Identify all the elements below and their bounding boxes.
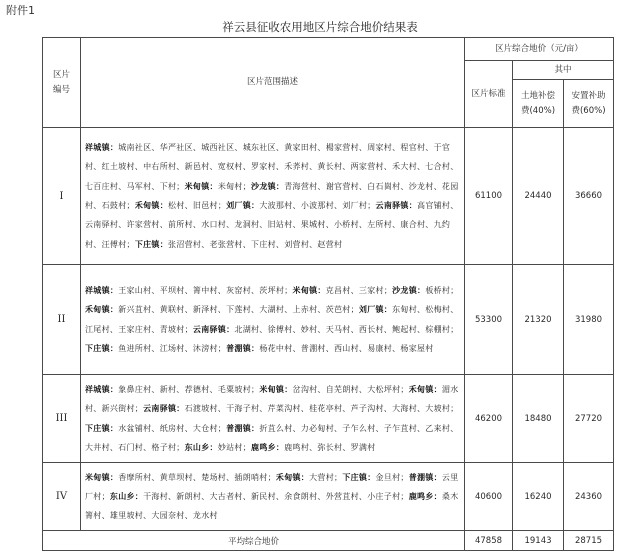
village-list: 岔沟村、自芜朗村、大松坪村； — [292, 384, 409, 394]
village-list: 石渡坡村、干海子村、芹菜沟村、桂花亭村、芦子沟村、大海村、大坡村； — [184, 404, 459, 414]
town-name: 下庄镇： — [134, 239, 169, 249]
document-title: 祥云县征收农用地区片综合地价结果表 — [222, 20, 418, 34]
village-list: 妙站村； — [217, 442, 252, 452]
village-list: 水盆铺村、纸房村、大仓村； — [118, 423, 227, 433]
village-list: 北湖村、徐傅村、妙村、天马村、西长村、鲍起村、棕棚村； — [234, 324, 459, 334]
zone-standard-price: 46200 — [465, 375, 513, 463]
village-list: 湄水村、新兴街村； — [85, 384, 459, 414]
village-list: 香摩所村、黄草坝村、楚场村、插朗哨村； — [118, 472, 276, 482]
resettlement-header-line2: 费(60%) — [571, 105, 606, 116]
village-list: 高官铺村、云南驿村、许家营村、前所村、水口村、龙洞村、旧站村、果城村、小桥村、左所村、康合村、九约村、汪傅村； — [85, 201, 459, 249]
village-list: 干海村、新朗村、大古者村、新民村、余食朗村、外营苴村、小庄子村； — [143, 491, 409, 501]
zone-land-compensation: 24440 — [513, 128, 564, 265]
standard-header: 区片标准 — [465, 61, 513, 128]
town-name: 刘厂镇： — [358, 305, 393, 315]
village-list: 城南社区、华严社区、城西社区、城东社区、黄家田村、楊家营村、周家村、程官村、于官村、红土坡村、中右所村、新邑村、宽权村、罗家村、禾荞村、黄长村、两家营村、禾大村、七合村、七百庄村、马军村、下村； — [85, 143, 459, 191]
town-name: 禾甸镇： — [134, 201, 169, 210]
zone-land-compensation: 18480 — [513, 375, 564, 463]
village-list: 云里厂村； — [85, 472, 459, 501]
town-name: 禾甸镇： — [275, 472, 310, 482]
village-list: 杨花中村、普淜村、西山村、易康村、杨家屋村 — [259, 343, 434, 353]
town-name: 祥城镇： — [85, 384, 119, 394]
land-price-table — [42, 37, 614, 551]
village-list: 大营村； — [309, 472, 343, 482]
zone-resettlement: 27720 — [564, 375, 614, 463]
land-compensation-header-line1: 土地补偿 — [520, 90, 555, 101]
among-header: 其中 — [513, 61, 614, 80]
town-name: 普淜镇： — [226, 423, 260, 433]
village-list: 东甸村、松梅村、江尾村、王家庄村、青坡村； — [85, 305, 459, 334]
town-name: 禾甸镇： — [408, 384, 442, 394]
town-name: 下庄镇： — [85, 343, 119, 353]
zone-standard-price: 40600 — [465, 463, 513, 531]
zone-id: IV — [43, 463, 81, 531]
town-name: 普淜镇： — [408, 472, 442, 482]
average-row — [43, 531, 614, 551]
zone-land-compensation: 21320 — [513, 265, 564, 375]
town-name: 普淜镇： — [226, 343, 260, 353]
town-name: 米甸镇： — [259, 384, 293, 394]
town-name: 云南驿镇： — [192, 324, 235, 334]
zone-number-header-line1: 区片 — [52, 69, 70, 80]
header-row-1 — [43, 38, 614, 61]
town-name: 东山乡： — [184, 442, 218, 452]
zone-id: III — [43, 375, 81, 463]
town-name: 祥城镇： — [85, 285, 119, 295]
zone-scope-description — [81, 128, 465, 265]
village-list: 鱼进所村、江场村、沐滂村； — [118, 343, 227, 353]
land-compensation-header-line2: 费(40%) — [520, 105, 556, 116]
village-list: 松村、旧邑村； — [168, 201, 227, 210]
zone-id: II — [43, 265, 81, 375]
town-name: 东山乡： — [109, 491, 144, 501]
zone-resettlement: 36660 — [564, 128, 614, 265]
village-list: 板桥村； — [425, 285, 459, 295]
zone-number-header — [43, 38, 81, 128]
zone-scope-description — [81, 375, 465, 463]
town-name: 米甸镇： — [85, 472, 119, 482]
town-name: 云南驿镇： — [143, 404, 185, 414]
village-list: 王家山村、平坝村、箐中村、灰窑村、茨坪村； — [118, 285, 293, 295]
attachment-label: 附件1 — [6, 4, 35, 17]
town-name: 祥城镇： — [85, 143, 119, 153]
village-list: 张沼营村、老张营村、下庄村、刘营村、赵营村 — [168, 239, 343, 249]
village-list: 克昌村、三家村； — [325, 285, 393, 295]
table-row — [43, 265, 614, 375]
table-row — [43, 128, 614, 265]
zone-number-header-line2: 编号 — [52, 84, 70, 95]
scope-header: 区片范围描述 — [81, 38, 465, 128]
village-list: 大波那村、小波那村、刘厂村； — [259, 201, 376, 210]
town-name: 禾甸镇： — [85, 305, 119, 315]
town-name: 下庄镇： — [342, 472, 376, 482]
town-name: 米甸镇： — [184, 181, 218, 191]
average-standard-price: 47858 — [465, 531, 513, 551]
town-name: 鹿鸣乡： — [251, 442, 285, 452]
zone-scope-description — [81, 265, 465, 375]
village-list: 青海营村、谢官营村、白石崗村、沙龙村、花园村、石鼓村； — [85, 181, 459, 210]
average-label: 平均综合地价 — [43, 531, 465, 551]
table-row — [43, 463, 614, 531]
land-compensation-header — [513, 80, 564, 128]
resettlement-header — [564, 80, 614, 128]
town-name: 米甸镇： — [292, 285, 326, 295]
village-list: 新兴苴村、黄联村、新泽村、下莲村、大湖村、上赤村、茨芭村； — [118, 305, 359, 315]
village-list: 鹿鸣村、弥长村、罗满村 — [284, 442, 376, 452]
table-row — [43, 375, 614, 463]
town-name: 刘厂镇： — [226, 201, 260, 210]
village-list: 桑木箐村、雄里坡村、大园奈村、龙水村 — [85, 491, 459, 521]
town-name: 云南驿镇： — [375, 201, 418, 210]
town-name: 鹿鸣乡： — [408, 491, 442, 501]
zone-standard-price: 61100 — [465, 128, 513, 265]
town-name: 沙龙镇： — [251, 181, 285, 191]
village-list: 象鼻庄村、新村、荐德村、毛粟坡村； — [118, 384, 260, 394]
zone-scope-description — [81, 463, 465, 531]
average-land-compensation: 19143 — [513, 531, 564, 551]
village-list: 折苴么村、力必甸村、子乍么村、子乍苴村、乙来村、大井村、石门村、格子村； — [85, 423, 459, 452]
zone-land-compensation: 16240 — [513, 463, 564, 531]
zone-standard-price: 53300 — [465, 265, 513, 375]
zone-id: I — [43, 128, 81, 265]
price-group-header: 区片综合地价（元/亩） — [465, 38, 614, 61]
resettlement-header-line1: 安置补助 — [571, 90, 606, 101]
town-name: 下庄镇： — [85, 423, 119, 433]
town-name: 沙龙镇： — [392, 285, 426, 295]
village-list: 米甸村； — [217, 181, 252, 191]
village-list: 金旦村； — [375, 472, 409, 482]
zone-resettlement: 24360 — [564, 463, 614, 531]
average-resettlement: 28715 — [564, 531, 614, 551]
zone-resettlement: 31980 — [564, 265, 614, 375]
